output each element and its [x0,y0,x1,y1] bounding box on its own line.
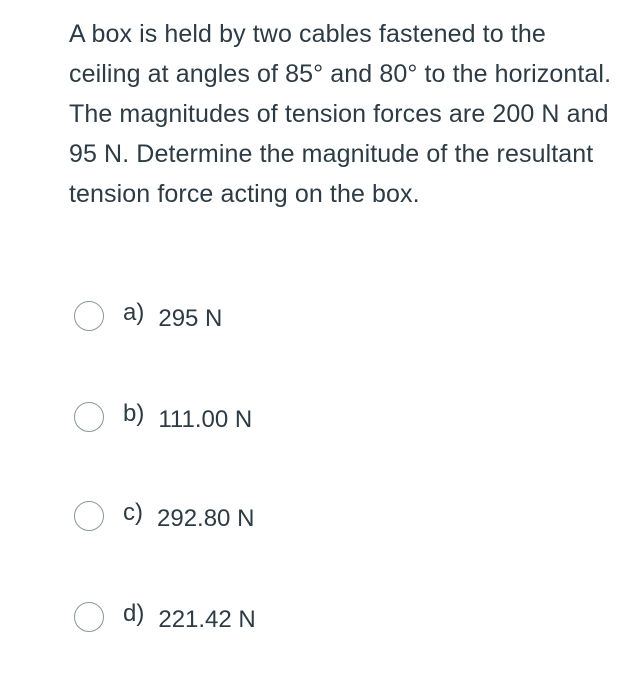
radio-button-a[interactable] [74,301,104,331]
answer-option-c[interactable] [74,496,254,536]
answer-option-b[interactable] [74,397,252,437]
radio-button-b[interactable] [74,402,104,432]
radio-button-d[interactable] [74,602,104,632]
answer-letter-b: b) [123,400,145,427]
answer-value-a: 295 N [158,305,223,332]
question-text: A box is held by two cables fastened to the ceiling at angles of 85° and 80° to the horizontal. The magnitudes of tension forces are 200 N and 95 N. Determine the magnitude of the resultant tension force acting on the box. [69,20,612,208]
answer-option-a[interactable] [74,296,222,336]
answer-value-c: 292.80 N [157,505,255,532]
answer-value-d: 221.42 N [158,606,256,633]
answer-letter-a: a) [123,299,145,326]
answer-option-d[interactable] [74,597,256,637]
answer-letter-c: c) [123,499,143,526]
answer-value-b: 111.00 N [158,406,253,433]
answer-letter-d: d) [123,600,145,627]
radio-button-c[interactable] [74,501,104,531]
